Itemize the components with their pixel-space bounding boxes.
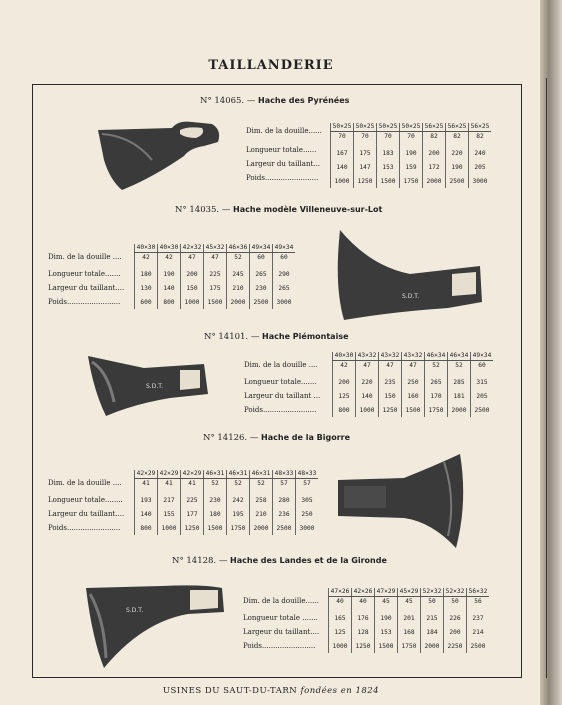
spec-table bbox=[328, 588, 489, 653]
table-cell: 1250 bbox=[379, 403, 402, 417]
table-cell: 2250 bbox=[444, 639, 467, 653]
table-cell: 56 bbox=[467, 597, 490, 607]
product-number: N° 14126. bbox=[203, 433, 248, 443]
table-cell: 43×32 bbox=[402, 352, 425, 361]
table-row bbox=[135, 244, 296, 253]
table-cell: 47 bbox=[204, 253, 227, 263]
table-cell: 280 bbox=[273, 493, 296, 507]
table-cell: 50 bbox=[444, 597, 467, 607]
product-number: N° 14065. bbox=[200, 96, 245, 106]
table-cell: 1000 bbox=[356, 403, 379, 417]
table-cell: 47 bbox=[402, 361, 425, 371]
page-title: TAILLANDERIE bbox=[208, 58, 334, 73]
table-cell: 52 bbox=[250, 479, 273, 489]
table-cell: 800 bbox=[135, 521, 158, 535]
table-cell: 57 bbox=[296, 479, 319, 489]
table-cell: 1000 bbox=[181, 295, 204, 309]
table-cell: 153 bbox=[375, 625, 398, 639]
table-cell: 60 bbox=[471, 361, 494, 371]
table-cell: 45 bbox=[375, 597, 398, 607]
table-cell: 50 bbox=[421, 597, 444, 607]
table-cell: 49×34 bbox=[250, 244, 273, 253]
table-cell: 250 bbox=[296, 507, 319, 521]
table-cell: 46×31 bbox=[204, 470, 227, 479]
table-cell: 175 bbox=[354, 146, 377, 160]
table-cell: 140 bbox=[356, 389, 379, 403]
table-row bbox=[333, 389, 494, 403]
table-cell: 2000 bbox=[421, 639, 444, 653]
table-cell: 140 bbox=[331, 160, 354, 174]
table-cell: 42 bbox=[158, 253, 181, 263]
table-cell: 205 bbox=[471, 389, 494, 403]
table-cell: 52 bbox=[227, 253, 250, 263]
spec-table bbox=[134, 470, 318, 535]
table-cell: 41 bbox=[158, 479, 181, 489]
table-cell: 265 bbox=[425, 375, 448, 389]
table-cell: 220 bbox=[446, 146, 469, 160]
table-cell: 56×32 bbox=[467, 588, 490, 597]
table-cell: 2000 bbox=[448, 403, 471, 417]
table-cell: 1500 bbox=[204, 521, 227, 535]
table-cell: 237 bbox=[467, 611, 490, 625]
table-row bbox=[333, 352, 494, 361]
table-cell: 70 bbox=[377, 132, 400, 142]
table-cell: 200 bbox=[333, 375, 356, 389]
table-cell: 159 bbox=[400, 160, 423, 174]
table-row bbox=[331, 160, 492, 174]
table-cell: 181 bbox=[448, 389, 471, 403]
spec-table bbox=[134, 244, 295, 309]
spec-labels: Dim. de la douille...... Longueur totale ....... Largeur du taillant.... Poids........................ bbox=[243, 597, 320, 650]
table-cell: 285 bbox=[448, 375, 471, 389]
table-cell: 125 bbox=[333, 389, 356, 403]
product-name: Hache modèle Villeneuve-sur-Lot bbox=[233, 205, 383, 214]
table-cell: 147 bbox=[354, 160, 377, 174]
table-cell: 41 bbox=[181, 479, 204, 489]
product-name: Hache des Pyrénées bbox=[258, 96, 350, 105]
table-row bbox=[329, 639, 490, 653]
table-cell: 210 bbox=[250, 507, 273, 521]
table-cell: 1750 bbox=[425, 403, 448, 417]
table-cell: 140 bbox=[158, 281, 181, 295]
table-cell: 3000 bbox=[469, 174, 492, 188]
table-cell: 230 bbox=[204, 493, 227, 507]
spec-labels: Dim. de la douille...... Longueur totale...... Largeur du taillant... Poids........................ bbox=[246, 127, 322, 182]
product-heading: N° 14126. — Hache de la Bigorre bbox=[203, 433, 351, 443]
table-cell: 42 bbox=[333, 361, 356, 371]
spec-labels: Dim. de la douille .... Longueur totale....... Largeur du taillant.... Poids........................ bbox=[48, 253, 125, 306]
table-cell: 190 bbox=[375, 611, 398, 625]
table-cell: 236 bbox=[273, 507, 296, 521]
table-row bbox=[135, 470, 319, 479]
table-cell: 42×32 bbox=[181, 244, 204, 253]
table-cell: 172 bbox=[423, 160, 446, 174]
table-cell: 47×29 bbox=[375, 588, 398, 597]
table-cell: 46×34 bbox=[425, 352, 448, 361]
table-cell: 1750 bbox=[398, 639, 421, 653]
product-heading: N° 14065. — Hache des Pyrénées bbox=[200, 96, 350, 106]
table-cell: 220 bbox=[356, 375, 379, 389]
table-cell: 46×34 bbox=[448, 352, 471, 361]
table-cell: 50×25 bbox=[331, 123, 354, 132]
table-cell: 130 bbox=[135, 281, 158, 295]
table-row bbox=[329, 597, 490, 607]
maker-stamp: S.D.T. bbox=[126, 607, 144, 614]
table-cell: 40×30 bbox=[333, 352, 356, 361]
table-cell: 201 bbox=[398, 611, 421, 625]
table-cell: 1500 bbox=[375, 639, 398, 653]
table-cell: 170 bbox=[425, 389, 448, 403]
table-cell: 258 bbox=[250, 493, 273, 507]
table-cell: 70 bbox=[354, 132, 377, 142]
axe-illustration bbox=[334, 452, 470, 550]
table-cell: 165 bbox=[329, 611, 352, 625]
table-cell: 46×36 bbox=[227, 244, 250, 253]
spec-table bbox=[332, 352, 493, 417]
product-number: N° 14101. bbox=[204, 332, 249, 342]
product-heading: N° 14128. — Hache des Landes et de la Gironde bbox=[172, 556, 387, 566]
table-cell: 1500 bbox=[377, 174, 400, 188]
product-heading: N° 14035. — Hache modèle Villeneuve-sur-Lot bbox=[175, 205, 383, 215]
table-cell: 40×30 bbox=[158, 244, 181, 253]
table-cell: 40 bbox=[329, 597, 352, 607]
table-cell: 48×33 bbox=[296, 470, 319, 479]
table-cell: 45 bbox=[398, 597, 421, 607]
table-cell: 42×29 bbox=[158, 470, 181, 479]
table-cell: 40×30 bbox=[135, 244, 158, 253]
table-cell: 2000 bbox=[423, 174, 446, 188]
table-cell: 600 bbox=[135, 295, 158, 309]
table-cell: 225 bbox=[204, 267, 227, 281]
table-cell: 125 bbox=[329, 625, 352, 639]
table-row bbox=[333, 403, 494, 417]
table-row bbox=[135, 267, 296, 281]
table-cell: 82 bbox=[469, 132, 492, 142]
table-cell: 240 bbox=[469, 146, 492, 160]
table-cell: 175 bbox=[204, 281, 227, 295]
table-cell: 43×32 bbox=[379, 352, 402, 361]
table-cell: 45×29 bbox=[398, 588, 421, 597]
table-cell: 200 bbox=[444, 625, 467, 639]
table-row bbox=[135, 295, 296, 309]
table-cell: 160 bbox=[402, 389, 425, 403]
table-cell: 3000 bbox=[296, 521, 319, 535]
table-cell: 190 bbox=[400, 146, 423, 160]
table-cell: 49×34 bbox=[471, 352, 494, 361]
table-cell: 40 bbox=[352, 597, 375, 607]
table-cell: 48×33 bbox=[273, 470, 296, 479]
spec-labels: Dim. de la douille .... Longueur totale........ Largeur du taillant.... Poids........................ bbox=[48, 479, 125, 532]
product-name: Hache des Landes et de la Gironde bbox=[230, 556, 387, 565]
table-cell: 183 bbox=[377, 146, 400, 160]
table-cell: 1000 bbox=[158, 521, 181, 535]
table-cell: 315 bbox=[471, 375, 494, 389]
table-cell: 140 bbox=[135, 507, 158, 521]
table-cell: 305 bbox=[296, 493, 319, 507]
table-cell: 43×32 bbox=[356, 352, 379, 361]
table-cell: 150 bbox=[181, 281, 204, 295]
table-cell: 52 bbox=[425, 361, 448, 371]
table-cell: 41 bbox=[135, 479, 158, 489]
table-cell: 42×26 bbox=[352, 588, 375, 597]
axe-illustration bbox=[330, 226, 490, 322]
table-cell: 57 bbox=[273, 479, 296, 489]
table-cell: 155 bbox=[158, 507, 181, 521]
table-cell: 200 bbox=[181, 267, 204, 281]
next-page-frame-edge bbox=[546, 78, 562, 678]
table-cell: 50×25 bbox=[377, 123, 400, 132]
table-cell: 1500 bbox=[204, 295, 227, 309]
table-cell: 52 bbox=[204, 479, 227, 489]
table-cell: 235 bbox=[379, 375, 402, 389]
table-cell: 1000 bbox=[331, 174, 354, 188]
table-cell: 1750 bbox=[400, 174, 423, 188]
table-cell: 50×25 bbox=[354, 123, 377, 132]
table-cell: 205 bbox=[469, 160, 492, 174]
table-cell: 52 bbox=[448, 361, 471, 371]
table-cell: 230 bbox=[250, 281, 273, 295]
spec-table bbox=[330, 123, 491, 188]
table-cell: 210 bbox=[227, 281, 250, 295]
footer-company: USINES DU SAUT-DU-TARN bbox=[162, 686, 298, 696]
table-cell: 70 bbox=[400, 132, 423, 142]
table-cell: 2500 bbox=[250, 295, 273, 309]
table-cell: 42 bbox=[135, 253, 158, 263]
table-cell: 190 bbox=[446, 160, 469, 174]
table-cell: 150 bbox=[379, 389, 402, 403]
table-cell: 193 bbox=[135, 493, 158, 507]
table-cell: 265 bbox=[250, 267, 273, 281]
maker-stamp: S.D.T. bbox=[402, 293, 420, 300]
table-cell: 47×26 bbox=[329, 588, 352, 597]
table-cell: 184 bbox=[421, 625, 444, 639]
table-cell: 190 bbox=[158, 267, 181, 281]
table-cell: 226 bbox=[444, 611, 467, 625]
table-cell: 167 bbox=[331, 146, 354, 160]
product-heading: N° 14101. — Hache Piémontaise bbox=[204, 332, 349, 342]
table-row bbox=[135, 253, 296, 263]
table-cell: 47 bbox=[379, 361, 402, 371]
axe-illustration bbox=[84, 352, 214, 418]
table-cell: 225 bbox=[181, 493, 204, 507]
table-cell: 60 bbox=[250, 253, 273, 263]
table-cell: 70 bbox=[331, 132, 354, 142]
table-cell: 2500 bbox=[446, 174, 469, 188]
table-cell: 245 bbox=[227, 267, 250, 281]
table-cell: 177 bbox=[181, 507, 204, 521]
table-row bbox=[135, 493, 319, 507]
table-row bbox=[333, 375, 494, 389]
table-cell: 2000 bbox=[227, 295, 250, 309]
table-cell: 42×29 bbox=[181, 470, 204, 479]
table-cell: 2000 bbox=[250, 521, 273, 535]
table-cell: 56×25 bbox=[469, 123, 492, 132]
table-cell: 1000 bbox=[329, 639, 352, 653]
product-name: Hache de la Bigorre bbox=[261, 433, 351, 442]
table-row bbox=[135, 479, 319, 489]
table-cell: 128 bbox=[352, 625, 375, 639]
maker-stamp: S.D.T. bbox=[146, 383, 164, 390]
axe-illustration bbox=[92, 120, 227, 192]
footer-founded: fondées en 1824 bbox=[300, 686, 380, 696]
table-cell: 250 bbox=[402, 375, 425, 389]
table-cell: 49×34 bbox=[273, 244, 296, 253]
table-cell: 195 bbox=[227, 507, 250, 521]
table-cell: 217 bbox=[158, 493, 181, 507]
table-cell: 200 bbox=[423, 146, 446, 160]
table-cell: 180 bbox=[135, 267, 158, 281]
table-cell: 1250 bbox=[352, 639, 375, 653]
table-row bbox=[333, 361, 494, 371]
table-cell: 52×32 bbox=[444, 588, 467, 597]
table-cell: 50×25 bbox=[400, 123, 423, 132]
table-cell: 46×31 bbox=[250, 470, 273, 479]
table-cell: 45×32 bbox=[204, 244, 227, 253]
table-row bbox=[331, 146, 492, 160]
table-cell: 1500 bbox=[402, 403, 425, 417]
table-row bbox=[135, 521, 319, 535]
table-cell: 82 bbox=[446, 132, 469, 142]
table-cell: 215 bbox=[421, 611, 444, 625]
table-cell: 47 bbox=[181, 253, 204, 263]
table-cell: 1750 bbox=[227, 521, 250, 535]
table-cell: 56×25 bbox=[446, 123, 469, 132]
table-cell: 800 bbox=[158, 295, 181, 309]
table-row bbox=[329, 611, 490, 625]
table-cell: 1250 bbox=[354, 174, 377, 188]
table-cell: 242 bbox=[227, 493, 250, 507]
table-cell: 180 bbox=[204, 507, 227, 521]
product-number: N° 14128. bbox=[172, 556, 217, 566]
table-cell: 214 bbox=[467, 625, 490, 639]
table-cell: 47 bbox=[356, 361, 379, 371]
table-cell: 290 bbox=[273, 267, 296, 281]
table-cell: 3000 bbox=[273, 295, 296, 309]
table-row bbox=[331, 123, 492, 132]
table-row bbox=[135, 281, 296, 295]
table-row bbox=[331, 132, 492, 142]
table-row bbox=[329, 588, 490, 597]
product-name: Hache Piémontaise bbox=[262, 332, 349, 341]
table-row bbox=[331, 174, 492, 188]
page-footer bbox=[0, 686, 542, 696]
table-cell: 46×31 bbox=[227, 470, 250, 479]
table-cell: 2500 bbox=[471, 403, 494, 417]
table-cell: 1250 bbox=[181, 521, 204, 535]
table-cell: 176 bbox=[352, 611, 375, 625]
table-cell: 168 bbox=[398, 625, 421, 639]
table-cell: 56×25 bbox=[423, 123, 446, 132]
table-cell: 800 bbox=[333, 403, 356, 417]
table-cell: 52 bbox=[227, 479, 250, 489]
table-cell: 82 bbox=[423, 132, 446, 142]
table-cell: 2500 bbox=[273, 521, 296, 535]
table-cell: 52×32 bbox=[421, 588, 444, 597]
table-row bbox=[329, 625, 490, 639]
table-cell: 42×29 bbox=[135, 470, 158, 479]
table-cell: 153 bbox=[377, 160, 400, 174]
table-cell: 265 bbox=[273, 281, 296, 295]
table-cell: 2500 bbox=[467, 639, 490, 653]
table-cell: 60 bbox=[273, 253, 296, 263]
spec-labels: Dim. de la douille .... Longueur totale....... Largeur du taillant ... Poids........................ bbox=[244, 361, 321, 414]
axe-illustration bbox=[82, 578, 230, 670]
table-row bbox=[135, 507, 319, 521]
product-number: N° 14035. bbox=[175, 205, 220, 215]
